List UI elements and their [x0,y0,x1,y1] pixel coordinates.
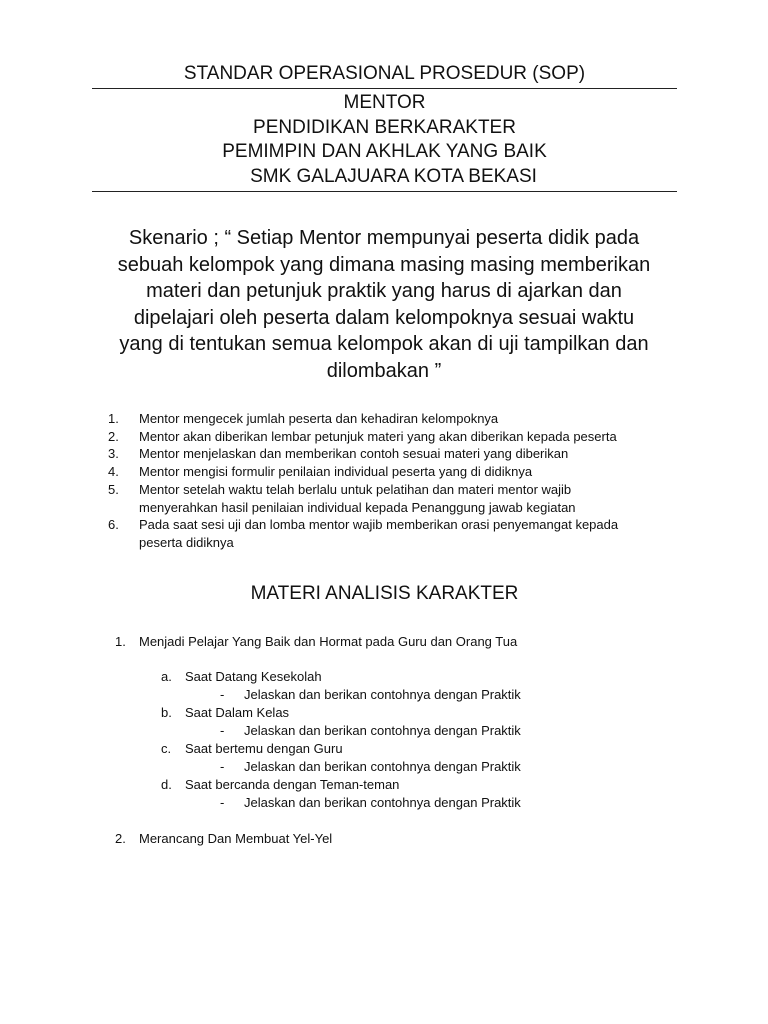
header-line-school: SMK GALAJUARA KOTA BEKASI [250,165,537,187]
materi-text: Merancang Dan Membuat Yel-Yel [139,831,333,846]
scenario-line: yang di tentukan semua kelompok akan di uji tampilkan dan [119,333,649,355]
list-item [108,463,688,481]
step-text: Mentor mengisi formulir penilaian individual peserta yang di didiknya [139,464,533,480]
step-text-line: peserta didiknya [139,534,234,550]
scenario-line: sebuah kelompok yang dimana masing masing memberikan [117,253,651,276]
sub-detail [161,686,681,704]
step-number: 6. [108,517,119,533]
step-text [139,481,688,516]
step-number: 1. [108,411,119,426]
sub-text: Saat bertemu dengan Guru [185,741,343,756]
materi-item-2 [115,830,675,848]
header-bottom-rule [92,191,677,192]
sub-item [161,776,681,794]
materi-section-title: MATERI ANALISIS KARAKTER [250,583,519,604]
sub-letter: a. [161,669,172,684]
materi-text: Menjadi Pelajar Yang Baik dan Hormat pada Guru dan Orang Tua [139,634,518,649]
step-text [139,516,688,551]
sub-text: Saat bercanda dengan Teman-teman [185,777,400,792]
step-text: Mentor menjelaskan dan memberikan contoh sesuai materi yang diberikan [139,446,569,462]
header-line-subtitle: PEMIMPIN DAN AKHLAK YANG BAIK [222,141,547,162]
dash-bullet: - [220,759,225,774]
scenario-line: dipelajari oleh peserta dalam kelompoknya sesuai waktu [133,306,635,329]
step-text-line: Mentor setelah waktu telah berlalu untuk pelatihan dan materi mentor wajib [139,481,572,497]
sub-item [161,704,681,722]
detail-text: Jelaskan dan berikan contohnya dengan Praktik [244,795,521,810]
materi-number: 1. [115,634,126,649]
step-text-line: Pada saat sesi uji dan lomba mentor wajib memberikan orasi penyemangat kepada [139,517,619,533]
sub-detail [161,758,681,776]
materi-sub-list [161,668,681,812]
detail-text: Jelaskan dan berikan contohnya dengan Praktik [244,687,521,702]
sub-item [161,740,681,758]
step-text: Mentor akan diberikan lembar petunjuk materi yang akan diberikan kepada peserta [139,428,617,444]
sub-letter: c. [161,741,172,756]
procedure-steps-list [108,410,688,552]
step-number: 5. [108,481,119,497]
header-top-rule [92,88,677,89]
scenario-line: materi dan petunjuk praktik yang harus di ajarkan dan [146,280,622,302]
dash-bullet: - [220,795,225,810]
list-item [108,516,688,551]
detail-text: Jelaskan dan berikan contohnya dengan Praktik [244,723,521,738]
scenario-paragraph [98,225,670,384]
dash-bullet: - [220,687,225,702]
sub-letter: b. [161,705,172,720]
sub-item [161,668,681,686]
list-item [108,445,688,463]
step-number: 4. [108,464,119,480]
list-item [108,481,688,516]
header-line-mentor: MENTOR [343,92,426,113]
step-number: 2. [108,428,119,444]
sub-detail [161,794,681,812]
sub-text: Saat Datang Kesekolah [185,669,322,684]
sop-title: STANDAR OPERASIONAL PROSEDUR (SOP) [183,63,586,84]
step-text: Mentor mengecek jumlah peserta dan kehadiran kelompoknya [139,411,499,426]
list-item [108,410,688,428]
list-item [108,428,688,446]
step-number: 3. [108,446,119,462]
step-text-line: menyerahkan hasil penilaian individual kepada Penanggung jawab kegiatan [139,499,576,515]
header-block [92,91,677,189]
dash-bullet: - [220,723,225,738]
sub-text: Saat Dalam Kelas [185,705,290,720]
sub-detail [161,722,681,740]
scenario-line: Skenario ; “ Setiap Mentor mempunyai peserta didik pada [128,227,640,249]
materi-number: 2. [115,831,126,846]
sub-letter: d. [161,777,172,792]
detail-text: Jelaskan dan berikan contohnya dengan Praktik [244,759,521,774]
scenario-line: dilombakan ” [326,359,442,382]
header-line-program: PENDIDIKAN BERKARAKTER [253,116,516,138]
materi-item-1 [115,633,675,651]
